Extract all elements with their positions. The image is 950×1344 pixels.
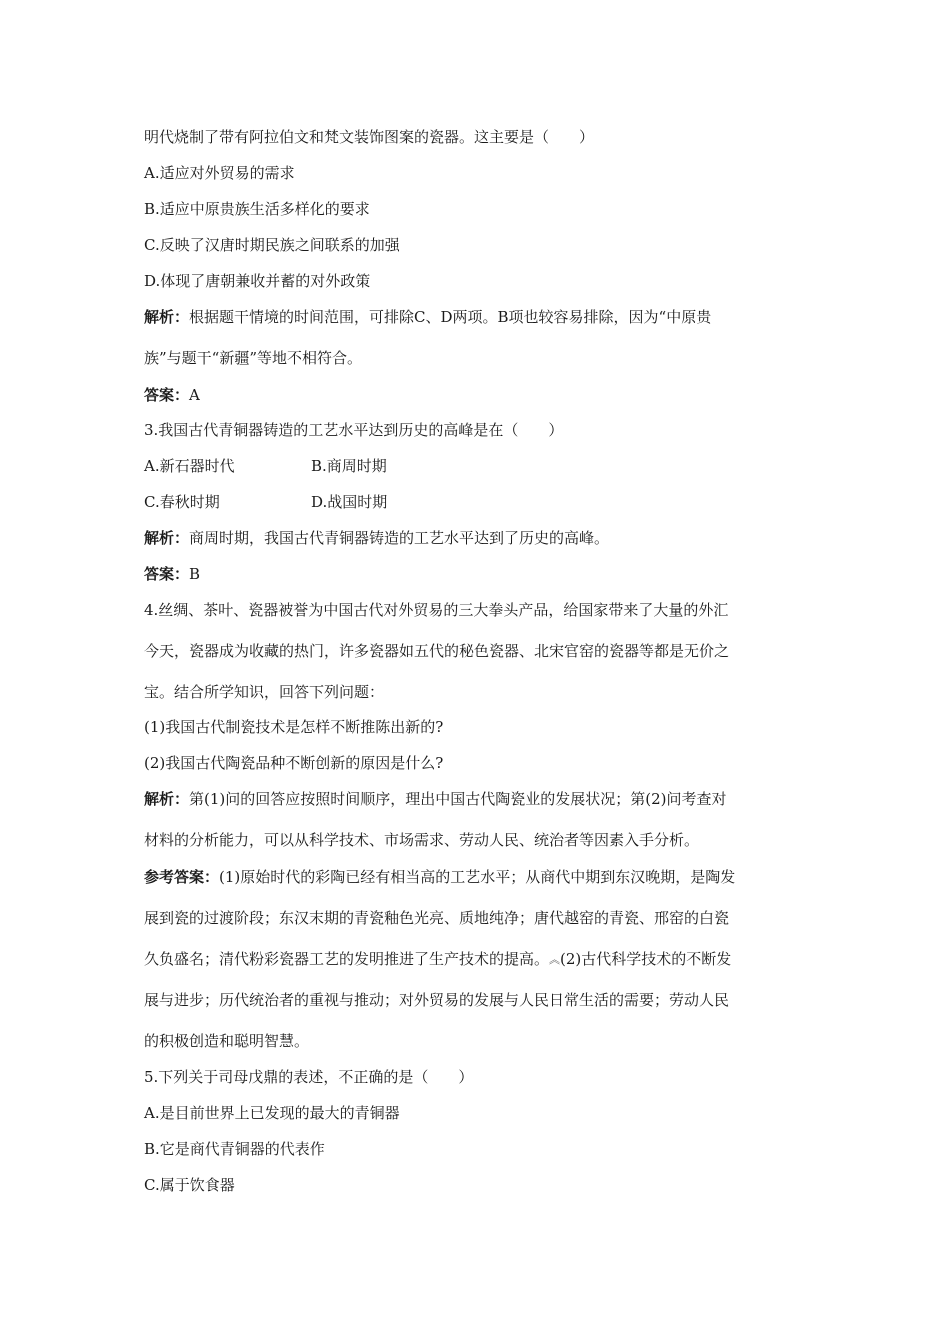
reference-label: 参考答案： (144, 868, 220, 886)
q2-option-a: A.适应对外贸易的需求 (144, 164, 295, 182)
q2-option-c: C.反映了汉唐时期民族之间联系的加强 (144, 236, 400, 254)
q5-option-c: C.属于饮食器 (144, 1176, 235, 1194)
analysis-text: 商周时期，我国古代青铜器铸造的工艺水平达到了历史的高峰。 (189, 529, 610, 547)
q4-analysis (144, 789, 727, 809)
q3-options-row1 (144, 456, 387, 476)
q2-analysis-cont: 族”与题干“新疆”等地不相符合。 (144, 349, 363, 367)
q4-reference (144, 867, 735, 887)
q2-option-b: B.适应中原贵族生活多样化的要求 (144, 200, 370, 218)
analysis-text: 根据题干情境的时间范围，可排除C、D两项。B项也较容易排除，因为“中原贵 (189, 308, 712, 326)
q5-stem: 5.下列关于司母戊鼎的表述，不正确的是（ ） (144, 1068, 474, 1086)
analysis-label: 解析： (144, 790, 190, 808)
answer-value: A (189, 386, 200, 404)
q4-analysis-cont: 材料的分析能力，可以从科学技术、市场需求、劳动人民、统治者等因素入手分析。 (144, 831, 700, 849)
q5-option-a: A.是目前世界上已发现的最大的青铜器 (144, 1104, 400, 1122)
q4-reference-line2: 展到瓷的过渡阶段；东汉末期的青瓷釉色光亮、质地纯净；唐代越窑的青瓷、邢窑的白瓷 (144, 909, 730, 927)
q4-subquestion-1: (1)我国古代制瓷技术是怎样不断推陈出新的? (144, 718, 444, 736)
q3-answer (144, 564, 200, 584)
q3-option-d: D.战国时期 (311, 493, 388, 511)
separator-mark-icon: ︽ (549, 953, 561, 966)
analysis-label: 解析： (144, 308, 190, 326)
q3-option-c: C.春秋时期 (144, 493, 220, 511)
q3-stem: 3.我国古代青铜器铸造的工艺水平达到历史的高峰是在（ ） (144, 421, 564, 439)
q2-analysis (144, 307, 711, 327)
q2-stem: 明代烧制了带有阿拉伯文和梵文装饰图案的瓷器。这主要是（ ） (144, 128, 595, 146)
q4-stem-line2: 今天，瓷器成为收藏的热门，许多瓷器如五代的秘色瓷器、北宋官窑的瓷器等都是无价之 (144, 642, 730, 660)
q2-option-d: D.体现了唐朝兼收并蓄的对外政策 (144, 272, 371, 290)
reference-text: (2)古代科学技术的不断发 (560, 950, 732, 968)
q3-analysis (144, 528, 609, 548)
q3-option-b: B.商周时期 (311, 457, 387, 475)
analysis-text: 第(1)问的回答应按照时间顺序，理出中国古代陶瓷业的发展状况；第(2)问考查对 (189, 790, 727, 808)
q3-options-row2 (144, 492, 388, 512)
q4-reference-line4: 展与进步；历代统治者的重视与推动；对外贸易的发展与人民日常生活的需要；劳动人民 (144, 991, 730, 1009)
q2-answer (144, 385, 200, 405)
q5-option-b: B.它是商代青铜器的代表作 (144, 1140, 325, 1158)
reference-text: 久负盛名；清代粉彩瓷器工艺的发明推进了生产技术的提高。 (144, 950, 550, 968)
q3-option-a: A.新石器时代 (144, 457, 235, 475)
q4-reference-line3 (144, 949, 731, 970)
analysis-label: 解析： (144, 529, 190, 547)
answer-value: B (189, 565, 201, 583)
answer-label: 答案： (144, 386, 190, 404)
q4-subquestion-2: (2)我国古代陶瓷品种不断创新的原因是什么? (144, 754, 444, 772)
reference-text: (1)原始时代的彩陶已经有相当高的工艺水平；从商代中期到东汉晚期，是陶发 (219, 868, 736, 886)
q4-stem-line3: 宝。结合所学知识，回答下列问题： (144, 683, 385, 701)
q4-stem-line1: 4.丝绸、茶叶、瓷器被誉为中国古代对外贸易的三大拳头产品，给国家带来了大量的外汇 (144, 601, 729, 619)
answer-label: 答案： (144, 565, 190, 583)
q4-reference-line5: 的积极创造和聪明智慧。 (144, 1032, 310, 1050)
